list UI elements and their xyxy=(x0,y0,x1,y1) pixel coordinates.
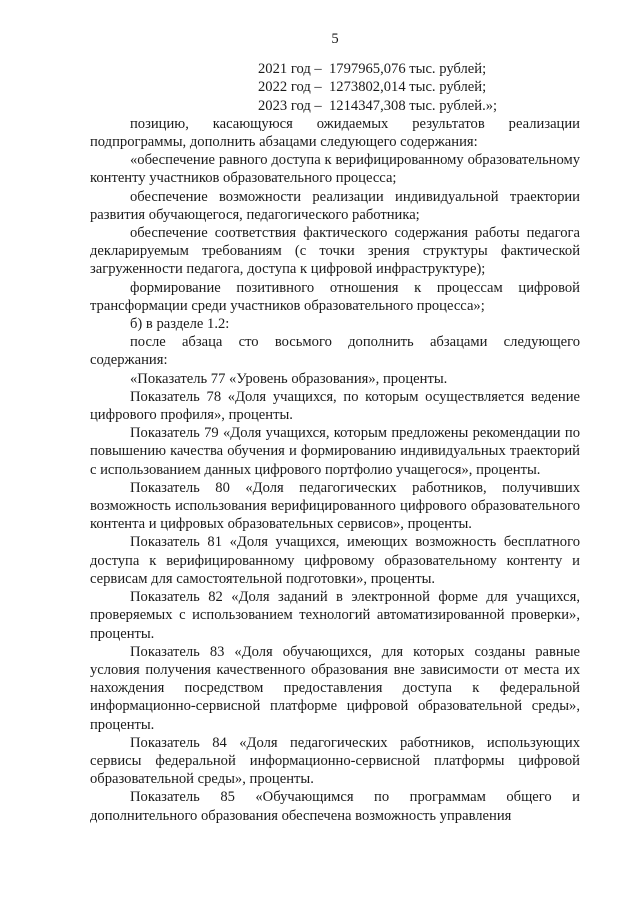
indicator-79: Показатель 79 «Доля учащихся, которым предложены рекомендации по повышению качества обучения и формированию индивидуальных траекторий с использованием данных цифрового портфолио учащегося», проценты. xyxy=(90,425,580,478)
indicator-85: Показатель 85 «Обучающимся по программам общего и дополнительного образования обеспечена возможность управления xyxy=(90,789,580,824)
indicator-83: Показатель 83 «Доля обучающихся, для которых созданы равные условия получения качественного образования вне зависимости от места их нахождения посредством предоставления доступа к федеральной информационно-сервисной платформе цифровой образовательной среды», проценты. xyxy=(90,643,580,733)
indicator-81: Показатель 81 «Доля учащихся, имеющих возможность бесплатного доступа к верифицированному цифровому образовательному контенту и сервисам для самостоятельной подготовки», проценты. xyxy=(90,534,580,587)
paragraph-teacher-work: обеспечение соответствия фактического содержания работы педагога декларируемым требованиям (с точки зрения структуры фактической загруженности педагога, доступа к цифровой инфраструктуре); xyxy=(90,225,580,278)
budget-line-2023: 2023 год – 1214347,308 тыс. рублей.»; xyxy=(258,97,498,114)
page-number: 5 xyxy=(331,31,339,47)
paragraph-after-108: после абзаца сто восьмого дополнить абзацами следующего содержания: xyxy=(90,334,580,369)
paragraph-individual-trajectory: обеспечение возможности реализации индивидуальной траектории развития обучающегося, педагогического работника; xyxy=(90,188,580,223)
paragraph-section-1-2: б) в разделе 1.2: xyxy=(130,316,230,333)
indicator-80: Показатель 80 «Доля педагогических работников, получивших возможность использования верифицированного цифрового образовательного контента и цифровых образовательных сервисов», проценты. xyxy=(90,479,580,533)
indicator-77: «Показатель 77 «Уровень образования», проценты. xyxy=(130,370,448,387)
paragraph-equal-access: «обеспечение равного доступа к верифицированному образовательному контенту участников образовательного процесса; xyxy=(90,152,580,187)
indicator-82: Показатель 82 «Доля заданий в электронной форме для учащихся, проверяемых с использованием технологий автоматизированной проверки», проценты. xyxy=(90,589,580,642)
document-page xyxy=(90,30,580,825)
budget-line-2022: 2022 год – 1273802,014 тыс. рублей; xyxy=(258,79,487,96)
paragraph-digital-transformation: формирование позитивного отношения к процессам цифровой трансформации среди участников образовательного процесса»; xyxy=(90,279,580,314)
indicator-78: Показатель 78 «Доля учащихся, по которым осуществляется ведение цифрового профиля», проценты. xyxy=(90,388,580,424)
indicator-84: Показатель 84 «Доля педагогических работников, использующих сервисы федеральной информационно-сервисной платформы цифровой образовательной среды», проценты. xyxy=(90,734,580,788)
paragraph-results-position: позицию, касающуюся ожидаемых результатов реализации подпрограммы, дополнить абзацами следующего содержания: xyxy=(90,115,580,151)
budget-line-2021: 2021 год – 1797965,076 тыс. рублей; xyxy=(258,61,487,78)
